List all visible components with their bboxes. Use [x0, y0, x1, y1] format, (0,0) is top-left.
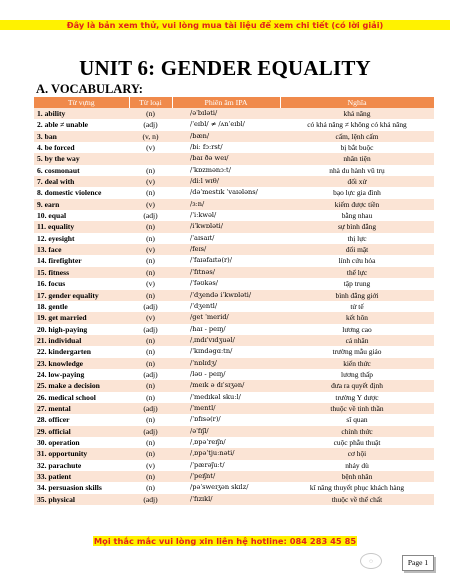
table-row — [34, 176, 434, 187]
cell-ipa: /baɪ ðə weɪ/ — [172, 153, 280, 164]
cell-word-class: (adj) — [129, 301, 172, 312]
cell-word-class: (adj) — [129, 494, 172, 505]
table-row — [34, 471, 434, 482]
cell-word: 19. get married — [34, 312, 129, 323]
cell-meaning: cá nhân — [280, 335, 434, 346]
cell-meaning: nhảy dù — [280, 460, 434, 471]
cell-word-class: (n) — [129, 346, 172, 357]
cell-meaning: trường mẫu giáo — [280, 346, 434, 357]
cell-meaning: cuộc phẫu thuật — [280, 437, 434, 448]
cell-word: 35. physical — [34, 494, 129, 505]
cell-word: 27. mental — [34, 403, 129, 414]
cell-word: 32. parachute — [34, 460, 129, 471]
cell-word-class: (n) — [129, 290, 172, 301]
cell-meaning: thị lực — [280, 233, 434, 244]
cell-ipa: /feɪs/ — [172, 244, 280, 255]
table-row — [34, 210, 434, 221]
cell-word-class: (adj) — [129, 210, 172, 221]
cell-meaning: cơ hội — [280, 448, 434, 459]
table-row — [34, 460, 434, 471]
cell-word-class: (adj) — [129, 369, 172, 380]
cell-word-class: (v) — [129, 244, 172, 255]
cell-ipa: /iˈkwɒləti/ — [172, 221, 280, 232]
cell-ipa: /ˌɒpəˈtjuːnəti/ — [172, 448, 280, 459]
cell-ipa: /ˈmedɪkəl skuːl/ — [172, 392, 280, 403]
cell-meaning: kiếm được tiền — [280, 199, 434, 210]
cell-ipa: /ˈdʒentl/ — [172, 301, 280, 312]
table-row — [34, 301, 434, 312]
cell-word: 8. domestic violence — [34, 187, 129, 198]
cell-word-class: (n) — [129, 471, 172, 482]
page-title: UNIT 6: GENDER EQUALITY — [79, 56, 371, 80]
table-row — [34, 244, 434, 255]
page-number: Page 1 — [402, 555, 434, 571]
cell-meaning: tử tế — [280, 301, 434, 312]
cell-word: 2. able ≠ unable — [34, 119, 129, 130]
cell-meaning: thuộc về tinh thần — [280, 403, 434, 414]
cell-word-class: (n) — [129, 380, 172, 391]
cell-word-class: (v) — [129, 460, 172, 471]
table-row — [34, 335, 434, 346]
cell-ipa: /ˈaɪsaɪt/ — [172, 233, 280, 244]
cell-meaning: thể lực — [280, 267, 434, 278]
table-row — [34, 482, 434, 493]
cell-meaning: tập trung — [280, 278, 434, 289]
cell-word-class: (v) — [129, 142, 172, 153]
table-row — [34, 403, 434, 414]
cell-word-class: (n) — [129, 414, 172, 425]
cell-ipa: /ˈɒfɪsə(r)/ — [172, 414, 280, 425]
table-row — [34, 346, 434, 357]
cell-word: 21. individual — [34, 335, 129, 346]
cell-ipa: /ˈfəʊkəs/ — [172, 278, 280, 289]
cell-meaning: khả năng — [280, 108, 434, 119]
table-row — [34, 131, 434, 142]
cell-meaning: sự bình đẳng — [280, 221, 434, 232]
cell-meaning: trường Y dược — [280, 392, 434, 403]
hotline-footer — [0, 536, 450, 546]
cell-word-class: (v) — [129, 176, 172, 187]
cell-word: 28. officer — [34, 414, 129, 425]
vocabulary-table — [34, 97, 435, 505]
cell-ipa: /get ˈmerid/ — [172, 312, 280, 323]
cell-word: 5. by the way — [34, 153, 129, 164]
cell-word: 23. knowledge — [34, 358, 129, 369]
cell-meaning: kĩ năng thuyết phục khách hàng — [280, 482, 434, 493]
cell-meaning: nhân tiện — [280, 153, 434, 164]
table-row — [34, 267, 434, 278]
table-row — [34, 221, 434, 232]
cell-ipa: /əˈbɪləti/ — [172, 108, 280, 119]
preview-banner — [0, 20, 450, 30]
cell-word: 12. eyesight — [34, 233, 129, 244]
table-row — [34, 255, 434, 266]
cell-ipa: /ɜːn/ — [172, 199, 280, 210]
table-row — [34, 233, 434, 244]
cell-meaning: lương thấp — [280, 369, 434, 380]
cell-ipa: /ˈnɒlɪdʒ/ — [172, 358, 280, 369]
cell-word-class: (n) — [129, 392, 172, 403]
cell-word: 29. official — [34, 426, 129, 437]
cell-ipa: /ˈkɪndəgɑːtn/ — [172, 346, 280, 357]
cell-word: 1. ability — [34, 108, 129, 119]
cell-meaning: kiến thức — [280, 358, 434, 369]
cell-ipa: /ˈfɪtnəs/ — [172, 267, 280, 278]
cell-word: 20. high-paying — [34, 324, 129, 335]
cell-word-class: (adj) — [129, 403, 172, 414]
table-row — [34, 187, 434, 198]
table-row — [34, 437, 434, 448]
cell-meaning: bạo lực gia đình — [280, 187, 434, 198]
cell-word: 17. gender equality — [34, 290, 129, 301]
cell-word: 16. focus — [34, 278, 129, 289]
cell-ipa: /ləʊ - peɪŋ/ — [172, 369, 280, 380]
cell-ipa: /bæn/ — [172, 131, 280, 142]
cell-ipa: /əˈfɪʃl/ — [172, 426, 280, 437]
cell-ipa: /ˈdʒendə iˈkwɒləti/ — [172, 290, 280, 301]
cell-word-class: (n) — [129, 358, 172, 369]
table-row — [34, 199, 434, 210]
cell-meaning: bình đẳng giới — [280, 290, 434, 301]
table-row — [34, 324, 434, 335]
cell-word-class: (n) — [129, 255, 172, 266]
cell-word-class: (adj) — [129, 324, 172, 335]
cell-word-class: (n) — [129, 335, 172, 346]
cell-word-class: (adj) — [129, 426, 172, 437]
header-meaning: Nghĩa — [280, 97, 434, 108]
cell-ipa: /ˌɪndɪˈvɪdʒuəl/ — [172, 335, 280, 346]
table-header-row — [34, 97, 434, 108]
cell-meaning: lính cứu hỏa — [280, 255, 434, 266]
table-row — [34, 414, 434, 425]
table-row — [34, 448, 434, 459]
cell-word-class: (n) — [129, 233, 172, 244]
cell-word-class: (n) — [129, 221, 172, 232]
cell-meaning: sĩ quan — [280, 414, 434, 425]
cell-word: 31. opportunity — [34, 448, 129, 459]
cell-ipa: /pəˈsweɪʒən skɪlz/ — [172, 482, 280, 493]
cell-meaning: đối mặt — [280, 244, 434, 255]
table-row — [34, 278, 434, 289]
cell-meaning: lương cao — [280, 324, 434, 335]
table-row — [34, 153, 434, 164]
hotline-text: Mọi thắc mắc vui lòng xin liên hệ hotline: 084 283 45 85 — [93, 536, 357, 546]
cell-word-class: (v) — [129, 312, 172, 323]
cell-ipa: /ˈpeɪʃnt/ — [172, 471, 280, 482]
cell-word-class: (v) — [129, 278, 172, 289]
cell-word: 9. earn — [34, 199, 129, 210]
cell-word: 33. patient — [34, 471, 129, 482]
table-row — [34, 392, 434, 403]
cell-ipa: /ˈeɪbl/ ≠ /ʌnˈeɪbl/ — [172, 119, 280, 130]
cell-meaning: cấm, lệnh cấm — [280, 131, 434, 142]
cell-word: 15. fitness — [34, 267, 129, 278]
table-row — [34, 369, 434, 380]
cell-ipa: /ˈmentl/ — [172, 403, 280, 414]
cell-word: 34. persuasion skills — [34, 482, 129, 493]
cell-ipa: /dəˈmestɪk ˈvaɪələns/ — [172, 187, 280, 198]
cell-word: 30. operation — [34, 437, 129, 448]
cell-ipa: /ˈkɒzmənɔːt/ — [172, 165, 280, 176]
cell-word-class: (n) — [129, 165, 172, 176]
cell-meaning: nhà du hành vũ trụ — [280, 165, 434, 176]
cell-word-class: (n) — [129, 108, 172, 119]
cell-ipa: /ˈpærəʃuːt/ — [172, 460, 280, 471]
cell-word: 14. firefighter — [34, 255, 129, 266]
cell-word-class: (v, n) — [129, 131, 172, 142]
table-row — [34, 108, 434, 119]
table-row — [34, 358, 434, 369]
cell-word-class: (n) — [129, 187, 172, 198]
table-row — [34, 290, 434, 301]
cell-word: 7. deal with — [34, 176, 129, 187]
cell-word: 10. equal — [34, 210, 129, 221]
cell-ipa: /ˈiːkwəl/ — [172, 210, 280, 221]
cell-word: 26. medical school — [34, 392, 129, 403]
section-heading: A. VOCABULARY: — [36, 82, 143, 96]
cell-word: 25. make a decision — [34, 380, 129, 391]
cell-meaning: đối xử — [280, 176, 434, 187]
cell-meaning: kết hôn — [280, 312, 434, 323]
cell-word-class — [129, 153, 172, 164]
table-row — [34, 380, 434, 391]
cell-word-class: (n) — [129, 482, 172, 493]
publisher-logo: ◯ — [360, 553, 382, 569]
cell-word: 24. low-paying — [34, 369, 129, 380]
cell-word-class: (n) — [129, 267, 172, 278]
cell-meaning: có khả năng ≠ không có khả năng — [280, 119, 434, 130]
cell-word-class: (n) — [129, 448, 172, 459]
cell-word: 11. equality — [34, 221, 129, 232]
table-row — [34, 494, 434, 505]
cell-ipa: /diːl wɪθ/ — [172, 176, 280, 187]
table-row — [34, 119, 434, 130]
table-row — [34, 142, 434, 153]
cell-ipa: /biː fɔːrst/ — [172, 142, 280, 153]
cell-word-class: (adj) — [129, 119, 172, 130]
cell-ipa: /meɪk ə dɪˈsɪʒən/ — [172, 380, 280, 391]
cell-word-class: (v) — [129, 199, 172, 210]
cell-meaning: bệnh nhân — [280, 471, 434, 482]
cell-ipa: /haɪ - peɪŋ/ — [172, 324, 280, 335]
cell-ipa: /ˌɒpəˈreɪʃn/ — [172, 437, 280, 448]
cell-word: 13. face — [34, 244, 129, 255]
table-row — [34, 312, 434, 323]
cell-word: 6. cosmonaut — [34, 165, 129, 176]
cell-word: 4. be forced — [34, 142, 129, 153]
cell-word-class: (n) — [129, 437, 172, 448]
header-word: Từ vựng — [34, 97, 129, 108]
cell-meaning: bằng nhau — [280, 210, 434, 221]
cell-ipa: /ˈfɪzɪkl/ — [172, 494, 280, 505]
cell-word: 22. kindergarten — [34, 346, 129, 357]
preview-banner-text: Đây là bản xem thử, vui lòng mua tài liệu để xem chi tiết (có lời giải) — [66, 20, 384, 30]
cell-meaning: đưa ra quyết định — [280, 380, 434, 391]
header-word-class: Từ loại — [129, 97, 172, 108]
header-ipa: Phiên âm IPA — [172, 97, 280, 108]
cell-meaning: chính thức — [280, 426, 434, 437]
cell-ipa: /ˈfaɪəfaɪtə(r)/ — [172, 255, 280, 266]
cell-word: 18. gentle — [34, 301, 129, 312]
cell-word: 3. ban — [34, 131, 129, 142]
cell-meaning: thuộc về thể chất — [280, 494, 434, 505]
table-row — [34, 426, 434, 437]
cell-meaning: bị bắt buộc — [280, 142, 434, 153]
table-row — [34, 165, 434, 176]
